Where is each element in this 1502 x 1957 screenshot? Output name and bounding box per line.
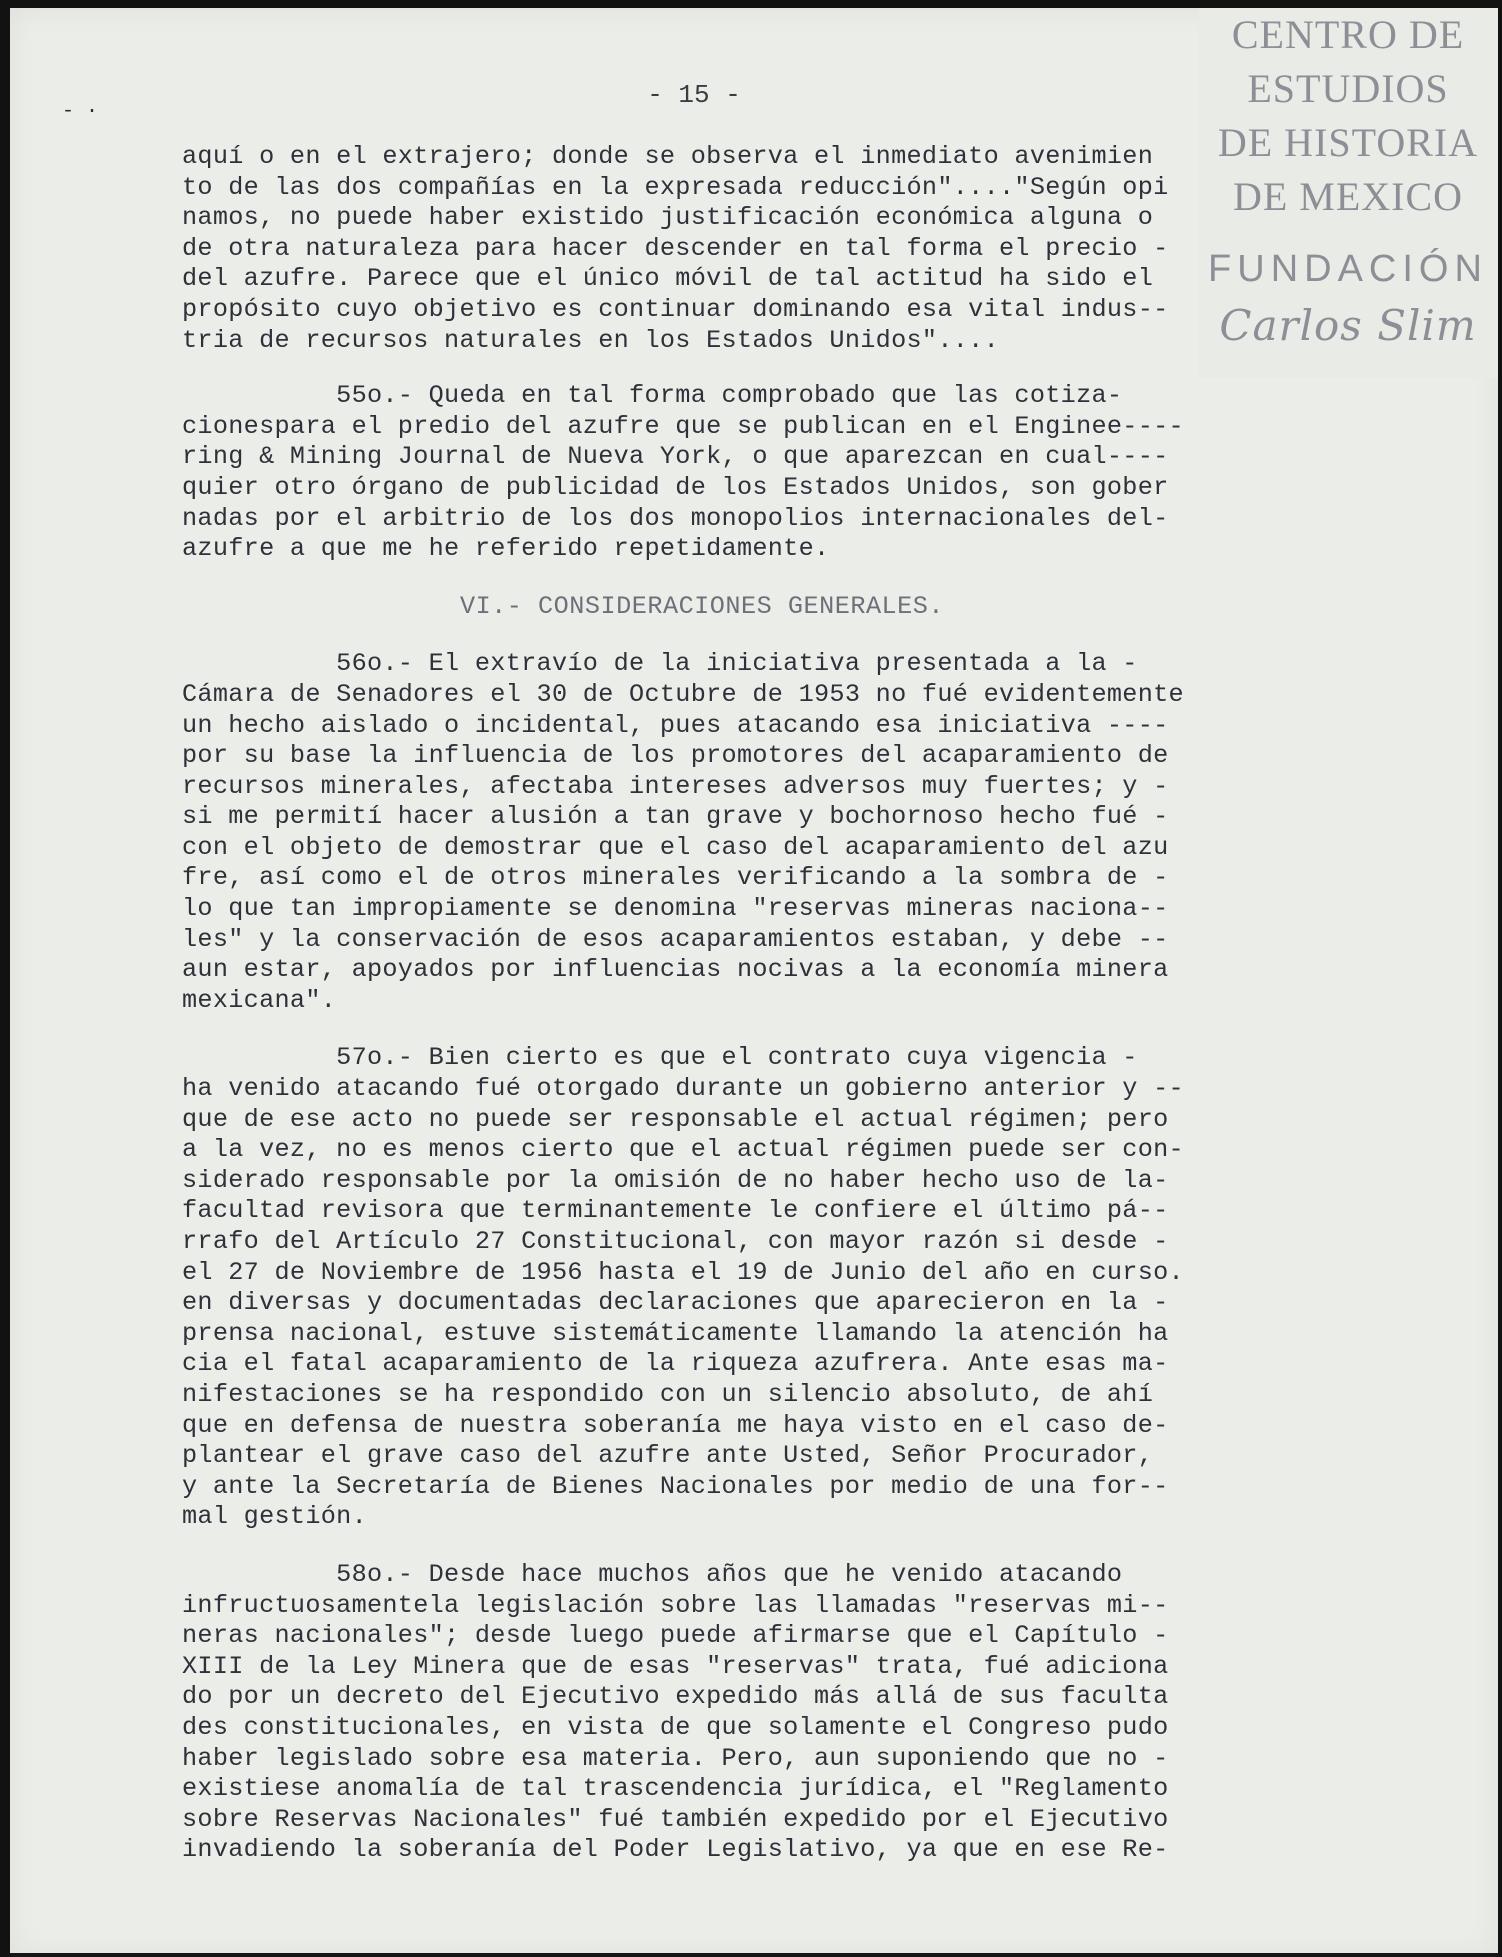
text-line: fre, así como el de otros minerales verificando a la sombra de - <box>182 863 1169 893</box>
text-line: do por un decreto del Ejecutivo expedido más allá de sus faculta <box>182 1682 1169 1712</box>
text-line: existiese anomalía de tal trascendencia jurídica, el "Reglamento <box>182 1774 1169 1804</box>
document-page <box>10 8 1498 1957</box>
text-line: Cámara de Senadores el 30 de Octubre de 1953 no fué evidentemente <box>182 679 1184 709</box>
text-line: ha venido atacando fué otorgado durante un gobierno anterior y -- <box>182 1074 1184 1104</box>
section-heading: VI.- CONSIDERACIONES GENERALES. <box>459 591 945 621</box>
document-body <box>182 142 1342 1866</box>
text-line: siderado responsable por la omisión de no haber hecho uso de la- <box>182 1165 1169 1195</box>
paragraph-55 <box>182 381 1342 565</box>
text-line: azufre a que me he referido repetidamente. <box>182 534 830 564</box>
text-line: con el objeto de demostrar que el caso del acaparamiento del azu <box>182 832 1169 862</box>
text-line: 58o.- Desde hace muchos años que he venido atacando <box>182 1559 1123 1589</box>
text-line: plantear el grave caso del azufre ante Usted, Señor Procurador, <box>182 1441 1154 1471</box>
text-line: si me permití hacer alusión a tan grave y bochornoso hecho fué - <box>182 802 1169 832</box>
text-line: mexicana". <box>182 985 337 1015</box>
page-number: - 15 - <box>647 80 741 110</box>
text-line: les" y la conservación de esos acaparamientos estaban, y debe -- <box>182 924 1169 954</box>
text-line: propósito cuyo objetivo es continuar dominando esa vital indus-- <box>182 294 1169 324</box>
text-line: aun estar, apoyados por influencias nocivas a la economía minera <box>182 955 1169 985</box>
text-line: que en defensa de nuestra soberanía me haya visto en el caso de- <box>182 1410 1169 1440</box>
text-line: to de las dos compañías en la expresada reducción"...."Según opi <box>182 172 1169 202</box>
text-line: ring & Mining Journal de Nueva York, o que aparezcan en cual---- <box>182 442 1169 472</box>
paragraph <box>182 142 1342 356</box>
text-line: del azufre. Parece que el único móvil de tal actitud ha sido el <box>182 264 1154 294</box>
text-line: tria de recursos naturales en los Estados Unidos".... <box>182 325 999 355</box>
text-line: rrafo del Artículo 27 Constitucional, con mayor razón si desde - <box>182 1227 1169 1256</box>
text-line: sobre Reservas Nacionales" fué también expedido por el Ejecutivo <box>182 1804 1169 1834</box>
text-line: namos, no puede haber existido justificación económica alguna o <box>182 203 1154 233</box>
text-line: aquí o en el extrajero; donde se observa el inmediato avenimien <box>182 142 1154 171</box>
text-line: a la vez, no es menos cierto que el actual régimen puede ser con- <box>182 1135 1184 1165</box>
text-line: lo que tan impropiamente se denomina "reservas mineras naciona-- <box>182 894 1169 924</box>
watermark-line: CENTRO DE <box>1231 12 1465 57</box>
text-line: 55o.- Queda en tal forma comprobado que las cotiza- <box>182 381 1123 411</box>
text-line: de otra naturaleza para hacer descender en tal forma el precio - <box>182 233 1169 263</box>
text-line: facultad revisora que terminantemente le confiere el último pá-- <box>182 1196 1169 1226</box>
watermark-line: ESTUDIOS <box>1247 66 1449 111</box>
text-line: que de ese acto no puede ser responsable el actual régimen; pero <box>182 1104 1169 1134</box>
paragraph-56 <box>182 649 1342 1016</box>
text-line: en diversas y documentadas declaraciones que aparecieron en la - <box>182 1288 1169 1318</box>
text-line: el 27 de Noviembre de 1956 hasta el 19 de Junio del año en curso. <box>182 1257 1184 1287</box>
paragraph-58 <box>182 1560 1342 1866</box>
scan-edge <box>10 1953 1498 1957</box>
corner-mark: - · <box>62 100 99 123</box>
watermark-line: DE HISTORIA <box>1217 120 1479 165</box>
watermark-line: DE MEXICO <box>1232 174 1464 219</box>
text-line: nadas por el arbitrio de los dos monopolios internacionales del- <box>182 503 1169 533</box>
text-line: nifestaciones se ha respondido con un silencio absoluto, de ahí <box>182 1379 1154 1409</box>
text-line: prensa nacional, estuve sistemáticamente llamando la atención ha <box>182 1318 1169 1348</box>
text-line: haber legislado sobre esa materia. Pero, aun suponiendo que no - <box>182 1743 1169 1773</box>
text-line: quier otro órgano de publicidad de los Estados Unidos, son gober <box>182 472 1169 502</box>
text-line: y ante la Secretaría de Bienes Nacionales por medio de una for-- <box>182 1471 1169 1501</box>
text-line: invadiendo la soberanía del Poder Legislativo, ya que en ese Re- <box>182 1835 1169 1865</box>
text-line: recursos minerales, afectaba intereses adversos muy fuertes; y - <box>182 771 1169 801</box>
text-line: XIII de la Ley Minera que de esas "reservas" trata, fué adiciona <box>182 1651 1169 1681</box>
watermark-signature: Carlos Slim <box>1219 301 1477 350</box>
watermark-fundacion: FUNDACIÓN <box>1208 248 1488 290</box>
paragraph-57 <box>182 1043 1342 1533</box>
text-line: mal gestión. <box>182 1502 367 1532</box>
text-line: infructuosamentela legislación sobre las llamadas "reservas mi-- <box>182 1590 1169 1620</box>
text-line: cionespara el predio del azufre que se publican en el Enginee---- <box>182 411 1184 441</box>
text-line: por su base la influencia de los promotores del acaparamiento de <box>182 741 1169 771</box>
text-line: un hecho aislado o incidental, pues atacando esa iniciativa ---- <box>182 710 1169 740</box>
text-line: neras nacionales"; desde luego puede afirmarse que el Capítulo - <box>182 1621 1169 1651</box>
text-line: 56o.- El extravío de la iniciativa presentada a la - <box>182 649 1138 679</box>
text-line: cia el fatal acaparamiento de la riqueza azufrera. Ante esas ma- <box>182 1349 1169 1379</box>
text-line: 57o.- Bien cierto es que el contrato cuya vigencia - <box>182 1043 1138 1073</box>
text-line: des constitucionales, en vista de que solamente el Congreso pudo <box>182 1712 1169 1742</box>
